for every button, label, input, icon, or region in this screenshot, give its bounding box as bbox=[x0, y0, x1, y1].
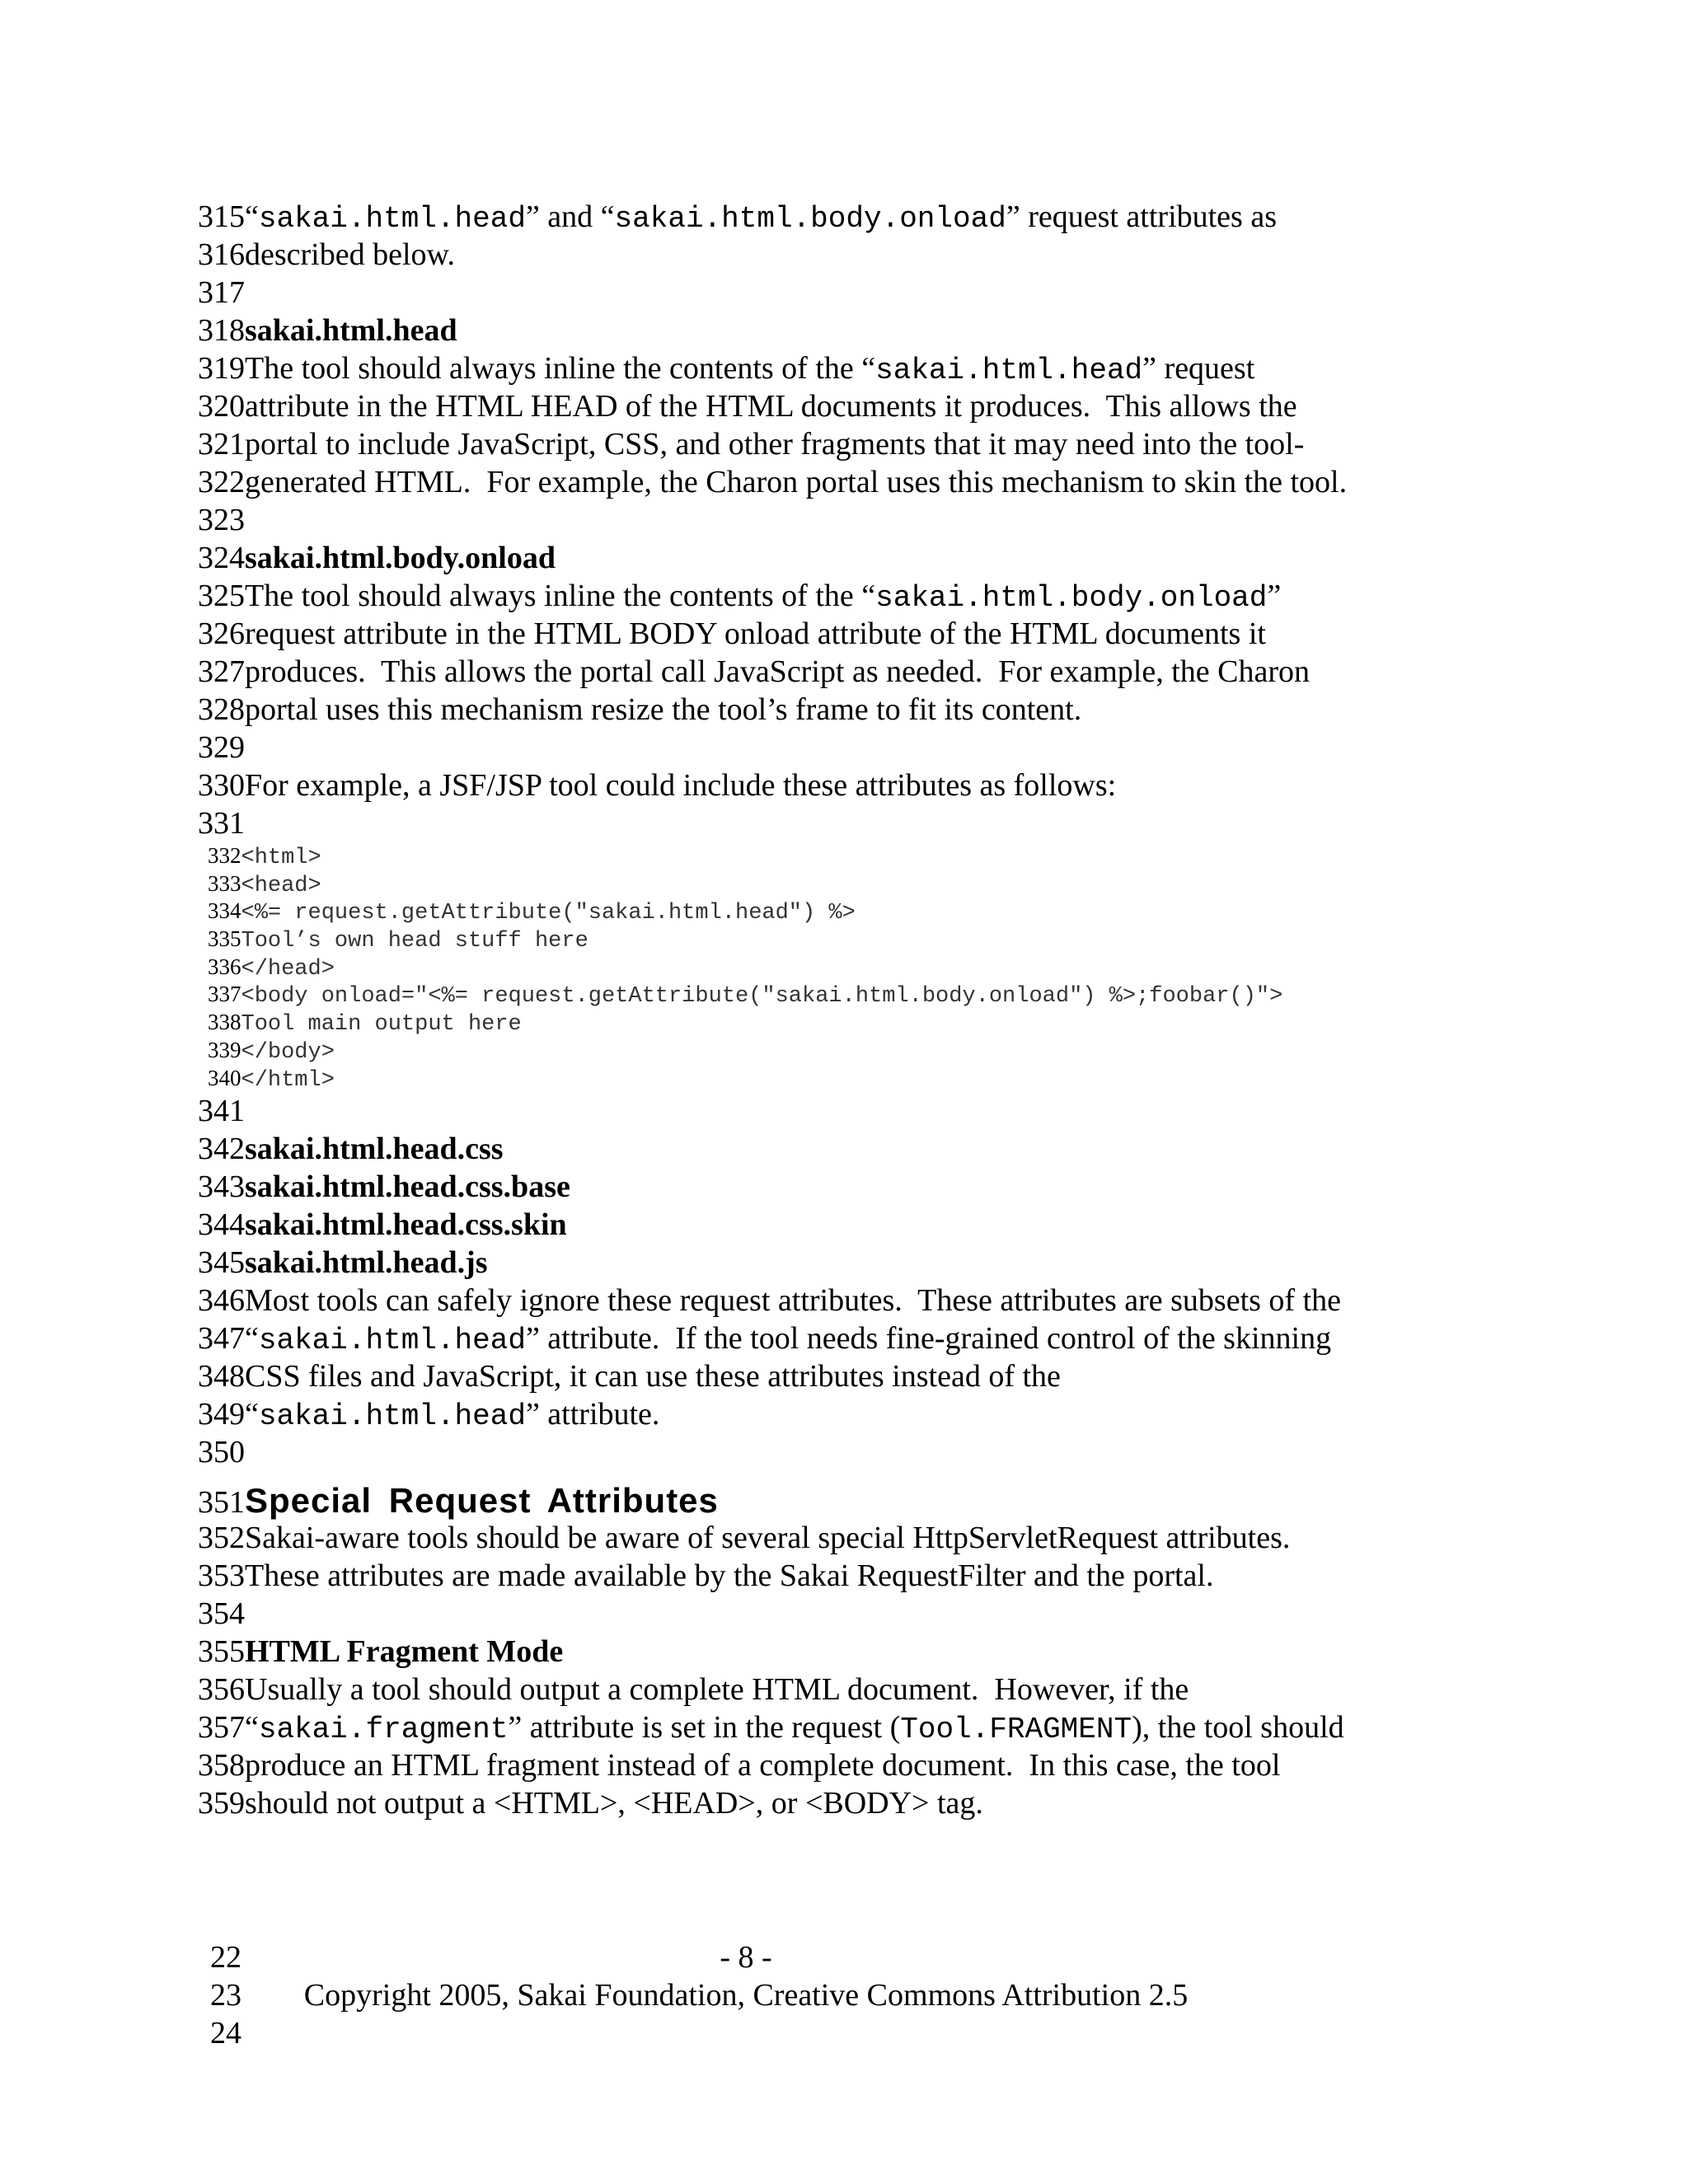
line-number: 331 bbox=[198, 806, 245, 841]
copyright-notice: Copyright 2005, Sakai Foundation, Creative Commons Attribution 2.5 bbox=[303, 1978, 1189, 2013]
line-number: 342 bbox=[198, 1132, 245, 1167]
inline-code: sakai.html.head bbox=[875, 354, 1143, 387]
document-line bbox=[198, 804, 1533, 842]
code-line bbox=[208, 870, 1533, 898]
line-text: ” bbox=[1267, 579, 1282, 613]
code-listing bbox=[208, 842, 1533, 1092]
inline-code: sakai.html.body.onload bbox=[614, 202, 1006, 236]
document-line bbox=[198, 1633, 1533, 1671]
code-text: Tool’s own head stuff here bbox=[241, 929, 588, 954]
code-line bbox=[208, 1065, 1533, 1093]
line-number: 343 bbox=[198, 1169, 245, 1205]
document-line bbox=[198, 539, 1533, 577]
line-text: should not output a <HTML>, <HEAD>, or <BODY> tag. bbox=[245, 1786, 983, 1821]
line-text: “ bbox=[245, 199, 259, 234]
code-text: </html> bbox=[241, 1067, 335, 1093]
line-number: 327 bbox=[198, 654, 245, 689]
line-text: ” request attributes as bbox=[1006, 199, 1277, 234]
document-line bbox=[198, 1519, 1533, 1557]
inline-code: sakai.html.head bbox=[258, 1324, 526, 1358]
line-text: Sakai-aware tools should be aware of several special HttpServletRequest attributes. bbox=[245, 1521, 1291, 1556]
line-number: 339 bbox=[208, 1037, 241, 1062]
document-line bbox=[198, 1395, 1533, 1433]
page-footer bbox=[210, 1938, 1545, 2052]
subheading: sakai.html.head.css.skin bbox=[245, 1207, 567, 1243]
section-heading: Special Request Attributes bbox=[245, 1481, 719, 1521]
line-text: CSS files and JavaScript, it can use these attributes instead of the bbox=[245, 1359, 1061, 1394]
line-number: 351 bbox=[198, 1485, 245, 1521]
inline-code: sakai.html.head bbox=[258, 1399, 526, 1434]
line-text: Usually a tool should output a complete HTML document. However, if the bbox=[245, 1672, 1189, 1708]
line-number: 315 bbox=[198, 199, 245, 234]
line-number: 320 bbox=[198, 389, 245, 424]
inline-code: sakai.fragment bbox=[258, 1713, 509, 1747]
line-number: 329 bbox=[198, 730, 245, 765]
line-number: 356 bbox=[198, 1672, 245, 1708]
document-line bbox=[198, 312, 1533, 349]
line-number: 328 bbox=[198, 692, 245, 727]
inline-code: sakai.html.body.onload bbox=[875, 581, 1268, 615]
subheading: HTML Fragment Mode bbox=[245, 1634, 564, 1670]
line-number: 355 bbox=[198, 1634, 245, 1670]
line-number: 350 bbox=[198, 1435, 245, 1470]
line-text: ” request bbox=[1142, 351, 1255, 386]
document-line bbox=[198, 387, 1533, 425]
document-line bbox=[198, 349, 1533, 387]
line-number: 336 bbox=[208, 954, 241, 979]
line-number: 354 bbox=[198, 1596, 245, 1632]
document-line bbox=[198, 1671, 1533, 1708]
line-number: 357 bbox=[198, 1710, 245, 1746]
document-line bbox=[198, 729, 1533, 766]
line-text: produces. This allows the portal call JavaScript as needed. For example, the Charon bbox=[245, 654, 1310, 689]
document-line bbox=[198, 274, 1533, 312]
line-number: 344 bbox=[198, 1207, 245, 1243]
document-line bbox=[198, 1168, 1533, 1206]
line-text: For example, a JSF/JSP tool could include these attributes as follows: bbox=[245, 768, 1117, 803]
document-line bbox=[198, 198, 1533, 236]
line-text: portal uses this mechanism resize the tool’s frame to fit its content. bbox=[245, 692, 1082, 727]
document-line bbox=[198, 766, 1533, 804]
document-line bbox=[198, 1433, 1533, 1471]
line-number: 333 bbox=[208, 870, 241, 896]
code-text: <%= request.getAttribute("sakai.html.head") %> bbox=[241, 901, 856, 926]
code-line bbox=[208, 926, 1533, 954]
code-text: <head> bbox=[241, 873, 321, 898]
inline-code: Tool.FRAGMENT bbox=[900, 1713, 1132, 1747]
document-line bbox=[198, 1130, 1533, 1168]
document-line bbox=[198, 463, 1533, 501]
subheading: sakai.html.head.css bbox=[245, 1132, 504, 1167]
line-number: 321 bbox=[198, 427, 245, 462]
line-number: 358 bbox=[198, 1748, 245, 1783]
line-number: 332 bbox=[208, 843, 241, 868]
line-number: 326 bbox=[198, 616, 245, 651]
subheading: sakai.html.head.js bbox=[245, 1245, 488, 1281]
document-line bbox=[198, 615, 1533, 653]
section-special-attributes bbox=[198, 1519, 1533, 1822]
line-number: 348 bbox=[198, 1359, 245, 1394]
document-line bbox=[198, 425, 1533, 463]
code-line bbox=[208, 954, 1533, 982]
line-number: 323 bbox=[198, 503, 245, 537]
document-line bbox=[198, 1357, 1533, 1395]
line-text: Most tools can safely ignore these request attributes. These attributes are subsets of the bbox=[245, 1283, 1341, 1319]
line-number: 322 bbox=[198, 465, 245, 499]
line-number: 345 bbox=[198, 1245, 245, 1281]
subheading: sakai.html.head bbox=[245, 313, 457, 348]
line-number: 352 bbox=[198, 1521, 245, 1556]
line-number: 338 bbox=[208, 1010, 241, 1035]
document-line bbox=[198, 1282, 1533, 1319]
line-text: ” attribute is set in the request ( bbox=[508, 1710, 901, 1746]
document-line bbox=[198, 1708, 1533, 1746]
document-line bbox=[198, 1244, 1533, 1282]
document-body bbox=[198, 198, 1533, 1822]
line-text: These attributes are made available by the Sakai RequestFilter and the portal. bbox=[245, 1558, 1214, 1594]
section-intro bbox=[198, 198, 1533, 842]
document-line bbox=[198, 1784, 1533, 1822]
line-text: “ bbox=[245, 1710, 259, 1746]
line-text: ), the tool should bbox=[1132, 1710, 1344, 1746]
line-number: 317 bbox=[198, 275, 245, 310]
line-text: generated HTML. For example, the Charon portal uses this mechanism to skin the tool. bbox=[245, 465, 1348, 499]
footer-line-number: 24 bbox=[210, 2016, 241, 2050]
document-line bbox=[198, 577, 1533, 615]
line-number: 335 bbox=[208, 926, 241, 952]
document-line bbox=[198, 501, 1533, 539]
line-number: 316 bbox=[198, 237, 245, 272]
document-line bbox=[198, 691, 1533, 729]
document-line bbox=[198, 1746, 1533, 1784]
subheading: sakai.html.head.css.base bbox=[245, 1169, 570, 1205]
inline-code: sakai.html.head bbox=[258, 202, 526, 236]
line-number: 325 bbox=[198, 579, 245, 613]
line-number: 353 bbox=[198, 1558, 245, 1594]
line-number: 346 bbox=[198, 1283, 245, 1319]
line-number: 319 bbox=[198, 351, 245, 386]
code-line bbox=[208, 981, 1533, 1009]
line-text: The tool should always inline the contents of the “ bbox=[245, 351, 876, 386]
line-number: 340 bbox=[208, 1065, 241, 1090]
document-line bbox=[198, 1319, 1533, 1357]
line-text: The tool should always inline the contents of the “ bbox=[245, 579, 876, 613]
line-text: described below. bbox=[245, 237, 455, 272]
code-text: </head> bbox=[241, 956, 335, 982]
code-text: Tool main output here bbox=[241, 1012, 522, 1038]
document-line bbox=[198, 653, 1533, 691]
line-text: “ bbox=[245, 1397, 259, 1432]
code-line bbox=[208, 1009, 1533, 1037]
code-line bbox=[208, 898, 1533, 926]
line-number: 359 bbox=[198, 1786, 245, 1821]
page-number: - 8 - bbox=[720, 1940, 772, 1975]
line-number: 324 bbox=[198, 541, 245, 575]
code-line bbox=[208, 842, 1533, 870]
line-text: portal to include JavaScript, CSS, and other fragments that it may need into the tool- bbox=[245, 427, 1305, 462]
line-number: 330 bbox=[198, 768, 245, 803]
document-line bbox=[198, 1092, 1533, 1130]
line-text: ” attribute. If the tool needs fine-grained control of the skinning bbox=[525, 1321, 1332, 1357]
document-line bbox=[198, 236, 1533, 274]
line-number: 349 bbox=[198, 1397, 245, 1432]
subheading: sakai.html.body.onload bbox=[245, 541, 556, 575]
section-css-attributes bbox=[198, 1092, 1533, 1471]
line-text: attribute in the HTML HEAD of the HTML documents it produces. This allows the bbox=[245, 389, 1297, 424]
code-text: <body onload="<%= request.getAttribute("sakai.html.body.onload") %>;foobar()"> bbox=[241, 984, 1283, 1010]
line-text: ” and “ bbox=[525, 199, 615, 234]
section-heading-line bbox=[198, 1471, 1533, 1519]
code-text: </body> bbox=[241, 1039, 335, 1065]
line-text: produce an HTML fragment instead of a complete document. In this case, the tool bbox=[245, 1748, 1281, 1783]
footer-line-number: 23 bbox=[210, 1978, 241, 2013]
document-line bbox=[198, 1206, 1533, 1244]
line-number: 341 bbox=[198, 1094, 245, 1129]
document-line bbox=[198, 1557, 1533, 1595]
code-text: <html> bbox=[241, 846, 321, 870]
footer-line-number: 22 bbox=[210, 1940, 241, 1975]
line-number: 347 bbox=[198, 1321, 245, 1357]
line-number: 318 bbox=[198, 313, 245, 348]
line-text: request attribute in the HTML BODY onload attribute of the HTML documents it bbox=[245, 616, 1266, 651]
line-number: 334 bbox=[208, 898, 241, 924]
code-line bbox=[208, 1037, 1533, 1065]
line-text: “ bbox=[245, 1321, 259, 1357]
line-number: 337 bbox=[208, 982, 241, 1007]
line-text: ” attribute. bbox=[525, 1397, 660, 1432]
document-line bbox=[198, 1595, 1533, 1633]
